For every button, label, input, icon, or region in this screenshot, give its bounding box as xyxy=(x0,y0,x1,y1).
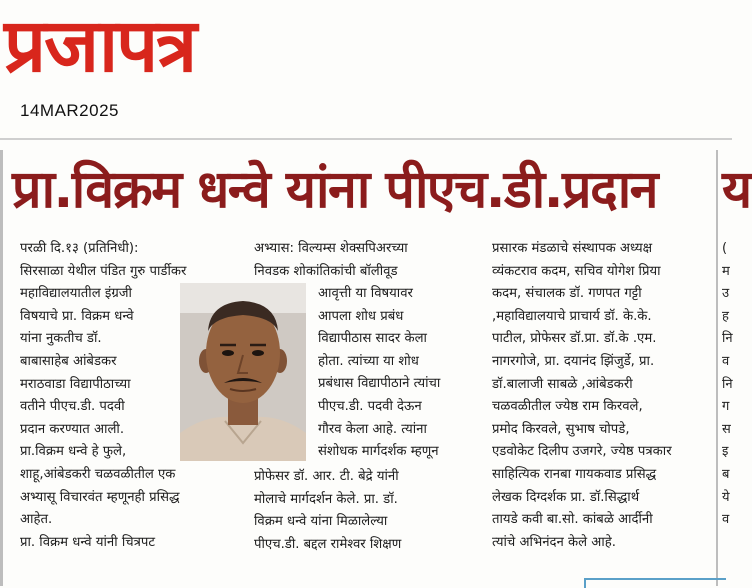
text-line: विद्यापीठास सादर केला xyxy=(318,331,427,347)
text-line: महाविद्यालयातील इंग्रजी xyxy=(20,286,132,302)
text-line: वतीने पीएच.डी. पदवी xyxy=(20,399,125,415)
divider xyxy=(0,138,732,140)
text-line: विषयाचे प्रा. विक्रम धन्वे xyxy=(20,308,134,324)
text-line: संशोधक मार्गदर्शक म्हणून xyxy=(318,444,439,460)
text-line: शाहू,आंबेडकरी चळवळीतील एक xyxy=(20,466,176,482)
publication-date: 14MAR2025 xyxy=(20,101,120,120)
text-line: स xyxy=(722,421,731,437)
text-line: प्रा.विक्रम धन्वे हे फुले, xyxy=(20,444,127,460)
text-line: अभ्यास: विल्यम्स शेक्सपिअरच्या xyxy=(254,241,408,256)
adjacent-article-fragment xyxy=(722,238,732,532)
text-line: मोलाचे मार्गदर्शन केले. प्रा. डॉ. xyxy=(254,491,398,507)
text-line: ये xyxy=(722,489,730,505)
masthead-logo: प्रजापत्र xyxy=(4,3,196,89)
text-line: लेखक दिग्दर्शक प्रा. डॉ.सिद्धार्थ xyxy=(492,489,640,505)
adjacent-headline-fragment: य xyxy=(722,160,752,220)
text-line: प्रा. विक्रम धन्वे यांनी चित्रपट xyxy=(20,534,156,550)
text-line: परळी दि.१३ (प्रतिनिधी): xyxy=(20,241,139,256)
text-line: प्रदान करण्यात आली. xyxy=(20,421,125,437)
text-line: त्यांचे अभिनंदन केले आहे. xyxy=(492,534,616,550)
column-rule-right xyxy=(716,150,718,586)
text-line: होता. त्यांच्या या शोध xyxy=(318,353,419,369)
text-line: बाबासाहेब आंबेडकर xyxy=(20,353,117,369)
text-line: ब xyxy=(722,466,730,482)
text-line: आहेत. xyxy=(20,512,53,528)
text-line: प्रोफेसर डॉ. आर. टी. बेद्रे यांनी xyxy=(254,469,399,484)
text-line: पाटील, प्रोफेसर डॉ.प्रा. डॉ.के .एम. xyxy=(492,331,657,347)
text-line: ( xyxy=(722,241,728,256)
column-rule-left xyxy=(0,150,3,586)
author-photo xyxy=(180,283,306,461)
text-line: व xyxy=(722,353,730,369)
text-line: प्रबंधास विद्यापीठाने त्यांचा xyxy=(318,376,441,392)
text-line: अभ्यासू विचारवंत म्हणूनही प्रसिद्ध xyxy=(20,489,180,505)
text-line: इ xyxy=(722,444,729,460)
article-column-2-beside-photo xyxy=(318,283,488,464)
text-line: गौरव केला आहे. त्यांना xyxy=(318,421,427,437)
article-column-3 xyxy=(492,238,714,554)
text-line: नागरगोजे, प्रा. दयानंद झिंजुर्डे, प्रा. xyxy=(492,353,655,369)
adjacent-box-border xyxy=(584,578,726,588)
text-line: तायडे कवी बा.सो. कांबळे आर्दीनी xyxy=(492,512,653,528)
text-line: आवृत्ती या विषयावर xyxy=(318,286,413,301)
text-line: प्रसारक मंडळाचे संस्थापक अध्यक्ष xyxy=(492,241,653,256)
text-line: विक्रम धन्वे यांना मिळालेल्या xyxy=(254,514,388,530)
text-line: आपला शोध प्रबंध xyxy=(318,308,404,324)
text-line: ,महाविद्यालयाचे प्राचार्य डॉ. के.के. xyxy=(492,308,652,324)
text-line: पीएच.डी. पदवी देऊन xyxy=(318,398,422,414)
text-line: यांना नुकतीच डॉ. xyxy=(20,331,102,347)
text-line: ग xyxy=(722,399,730,415)
text-line: ह xyxy=(722,308,729,324)
text-line: चळवळीतील ज्येष्ठ राम किरवले, xyxy=(492,399,643,415)
text-line: उ xyxy=(722,286,730,302)
article-column-2-bottom xyxy=(254,466,482,556)
text-line: निवडक शोकांतिकांची बॉलीवूड xyxy=(254,263,398,279)
text-line: एडवोकेट दिलीप उजगरे, ज्येष्ठ पत्रकार xyxy=(492,444,672,460)
article-headline: प्रा.विक्रम धन्वे यांना पीएच.डी.प्रदान xyxy=(12,160,658,220)
text-line: मराठवाडा विद्यापीठाच्या xyxy=(20,376,131,392)
text-line: प्रमोद किरवले, सुभाष चोपडे, xyxy=(492,421,630,437)
article-column-2-top xyxy=(254,238,482,283)
text-line: नि xyxy=(722,376,733,392)
text-line: व्यंकटराव कदम, सचिव योगेश प्रिया xyxy=(492,263,661,279)
text-line: म xyxy=(722,263,730,279)
text-line: साहित्यिक रानबा गायकवाड प्रसिद्ध xyxy=(492,466,657,482)
text-line: पीएच.डी. बद्दल रामेश्वर शिक्षण xyxy=(254,536,402,552)
text-line: डॉ.बालाजी साबळे ,आंबेडकरी xyxy=(492,376,633,392)
text-line: नि xyxy=(722,331,733,347)
text-line: कदम, संचालक डॉ. गणपत गट्टी xyxy=(492,286,642,302)
text-line: व xyxy=(722,512,730,528)
text-line: सिरसाळा येथील पंडित गुरु पार्डीकर xyxy=(20,263,187,279)
